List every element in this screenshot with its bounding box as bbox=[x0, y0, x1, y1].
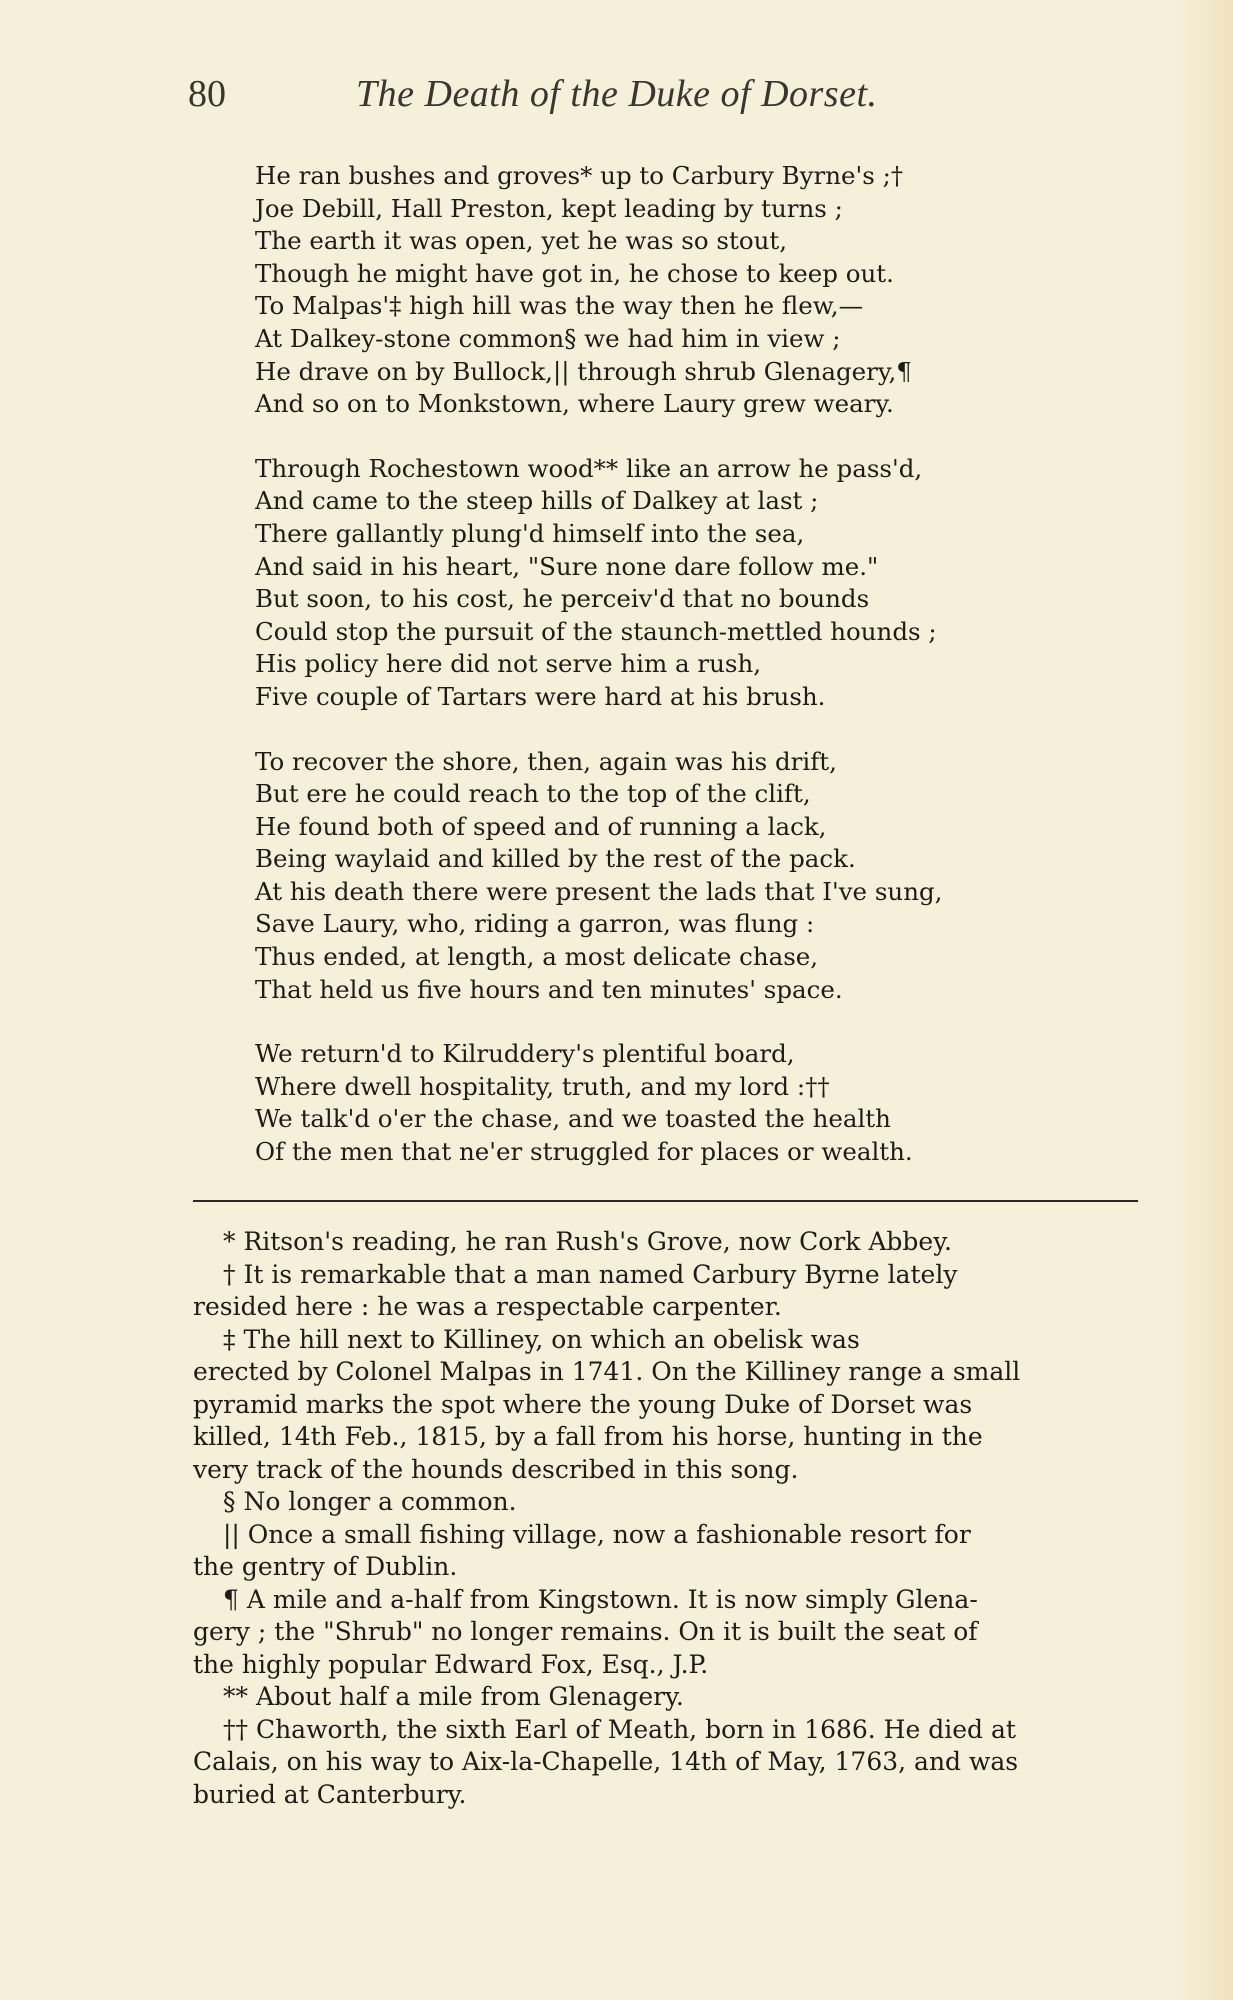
footnote bbox=[193, 1226, 1153, 1259]
poem-line: Though he might have got in, he chose to keep out. bbox=[255, 258, 894, 288]
stanza bbox=[255, 746, 1135, 1007]
poem-line: We return'd to Kilruddery's plentiful board, bbox=[255, 1039, 795, 1069]
footnote bbox=[193, 1681, 1153, 1714]
footnote bbox=[193, 1486, 1153, 1519]
footnote-line: ‡ The hill next to Killiney, on which an obelisk was bbox=[223, 1324, 860, 1354]
footnote-line: the highly popular Edward Fox, Esq., J.P. bbox=[193, 1649, 709, 1679]
stanza bbox=[255, 1038, 1135, 1168]
footnotes bbox=[193, 1226, 1153, 1811]
footnote-line: Calais, on his way to Aix-la-Chapelle, 14th of May, 1763, and was bbox=[193, 1747, 1019, 1776]
footnote bbox=[193, 1584, 1153, 1682]
poem-line: Where dwell hospitality, truth, and my lord :†† bbox=[255, 1071, 830, 1101]
poem-line: Joe Debill, Hall Preston, kept leading by turns ; bbox=[255, 193, 843, 223]
footnote bbox=[193, 1714, 1153, 1812]
poem-line: And said in his heart, "Sure none dare follow me." bbox=[255, 551, 879, 581]
poem-line: But soon, to his cost, he perceiv'd that no bounds bbox=[255, 584, 870, 614]
poem-line: Five couple of Tartars were hard at his brush. bbox=[255, 681, 826, 711]
footnote-separator bbox=[193, 1200, 1138, 1202]
footnote-line: || Once a small fishing village, now a fashionable resort for bbox=[223, 1519, 971, 1549]
poem-line: That held us five hours and ten minutes' space. bbox=[255, 974, 843, 1004]
footnote-line: buried at Canterbury. bbox=[193, 1779, 467, 1809]
footnote-line: very track of the hounds described in this song. bbox=[193, 1454, 799, 1484]
footnote-line: pyramid marks the spot where the young Duke of Dorset was bbox=[193, 1389, 973, 1419]
poem-line: He ran bushes and groves* up to Carbury Byrne's ;† bbox=[255, 161, 904, 190]
poem-line: Save Laury, who, riding a garron, was flung : bbox=[255, 909, 815, 939]
stanza bbox=[255, 453, 1135, 714]
footnote-line: erected by Colonel Malpas in 1741. On the Killiney range a small bbox=[193, 1357, 1021, 1386]
page-edge-shading bbox=[1173, 0, 1233, 2000]
footnote-line: § No longer a common. bbox=[223, 1487, 517, 1516]
poem-line: His policy here did not serve him a rush, bbox=[255, 649, 762, 679]
poem-line: But ere he could reach to the top of the clift, bbox=[255, 779, 811, 809]
footnote-line: ** About half a mile from Glenagery. bbox=[223, 1682, 684, 1711]
poem-line: And came to the steep hills of Dalkey at last ; bbox=[255, 486, 819, 516]
poem-line: To Malpas'‡ high hill was the way then he flew,— bbox=[255, 291, 864, 321]
poem-line: The earth it was open, yet he was so stout, bbox=[255, 226, 788, 256]
footnote bbox=[193, 1259, 1153, 1324]
page-number: 80 bbox=[188, 73, 226, 115]
poem-line: Of the men that ne'er struggled for places or wealth. bbox=[255, 1137, 913, 1167]
running-title: The Death of the Duke of Dorset. bbox=[356, 73, 878, 115]
footnote-line: resided here : he was a respectable carpenter. bbox=[193, 1292, 782, 1321]
poem-line: To recover the shore, then, again was his drift, bbox=[255, 746, 837, 776]
footnote bbox=[193, 1519, 1153, 1584]
poem-line: At Dalkey-stone common§ we had him in view ; bbox=[255, 323, 841, 353]
footnote-line: * Ritson's reading, he ran Rush's Grove, now Cork Abbey. bbox=[223, 1227, 952, 1256]
poem-line: Being waylaid and killed by the rest of the pack. bbox=[255, 844, 856, 874]
footnote-line: †† Chaworth, the sixth Earl of Meath, born in 1686. He died at bbox=[223, 1714, 1016, 1744]
footnote bbox=[193, 1324, 1153, 1487]
poem-line: Could stop the pursuit of the staunch-mettled hounds ; bbox=[255, 616, 937, 646]
poem-line: And so on to Monkstown, where Laury grew weary. bbox=[255, 389, 894, 419]
footnote-line: gery ; the "Shrub" no longer remains. On it is built the seat of bbox=[193, 1617, 978, 1646]
poem-line: At his death there were present the lads that I've sung, bbox=[255, 876, 943, 906]
footnote-line: † It is remarkable that a man named Carbury Byrne lately bbox=[223, 1259, 958, 1289]
poem-line: Through Rochestown wood** like an arrow he pass'd, bbox=[255, 453, 923, 483]
stanza bbox=[255, 160, 1135, 421]
poem-line: There gallantly plung'd himself into the sea, bbox=[255, 518, 805, 548]
footnote-line: ¶ A mile and a-half from Kingstown. It is now simply Glena- bbox=[223, 1584, 978, 1614]
page-header bbox=[188, 72, 1088, 122]
poem-line: He found both of speed and of running a lack, bbox=[255, 811, 827, 841]
poem-line: Thus ended, at length, a most delicate chase, bbox=[255, 942, 819, 972]
poem-line: We talk'd o'er the chase, and we toasted the health bbox=[255, 1104, 891, 1134]
poem-line: He drave on by Bullock,|| through shrub Glenagery,¶ bbox=[255, 356, 912, 386]
footnote-line: killed, 14th Feb., 1815, by a fall from his horse, hunting in the bbox=[193, 1422, 983, 1451]
poem bbox=[255, 160, 1135, 1201]
footnote-line: the gentry of Dublin. bbox=[193, 1552, 458, 1581]
